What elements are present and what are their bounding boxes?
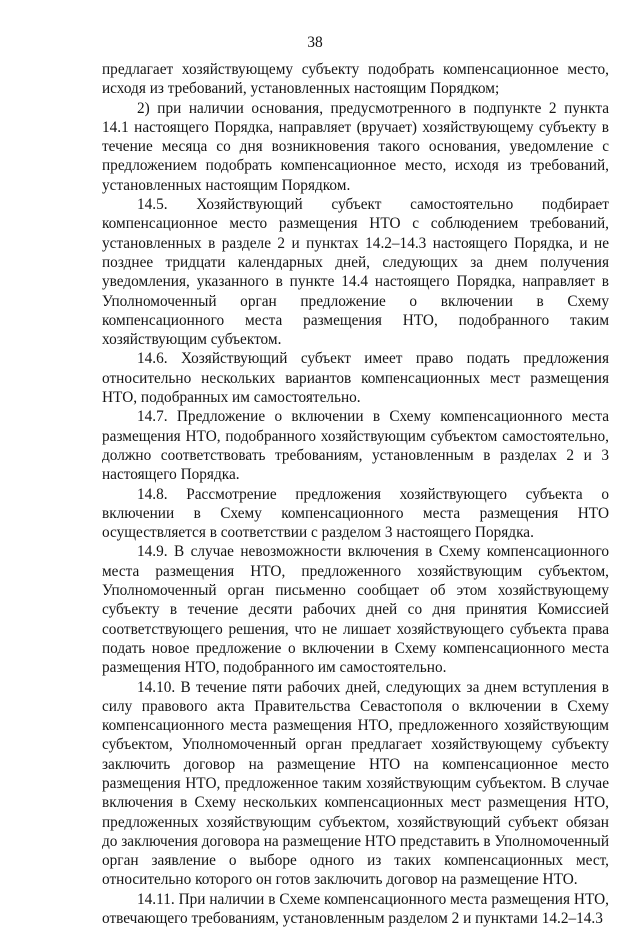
paragraph-continuation: предлагает хозяйствующему субъекту подобрать компенсационное место, исходя из требований, установленных настоящим Порядком; xyxy=(102,61,609,98)
paragraph-14-11: 14.11. При наличии в Схеме компенсационного места размещения НТО, отвечающего требованиям, установленным разделом 2 и пунктами 14.2–14.3 xyxy=(102,890,609,928)
paragraph-14-5: 14.5. Хозяйствующий субъект самостоятельно подбирает компенсационное место размещения НТО с соблюдением требований, установленных в разделе 2 и пунктах 14.2–14.3 настоящего Порядка, и не позднее тридцати календарных дней, следующих за днем получения уведомления, указанного в пункте 14.4 настоящего Порядка, направляет в Уполномоченный орган предложение о включении в Схему компенсационного места размещения НТО, подобранного таким хозяйствующим субъектом. xyxy=(102,196,609,349)
body-text xyxy=(102,60,609,928)
paragraph-14-10: 14.10. В течение пяти рабочих дней, следующих за днем вступления в силу правового акта Правительства Севастополя о включении в Схему компенсационного места размещения НТО, предложенного хозяйствующим субъектом, Уполномоченный орган предлагает хозяйствующему субъекту заключить договор на размещение НТО на компенсационное место размещения НТО, предложенное таким хозяйствующим субъектом. В случае включения в Схему нескольких компенсационных мест размещения НТО, предложенных хозяйствующим субъектом, хозяйствующий субъект обязан до заключения договора на размещение НТО представить в Уполномоченный орган заявление о выборе одного из таких компенсационных мест, относительно которого он готов заключить договор на размещение НТО. xyxy=(102,678,610,889)
paragraph-14-7: 14.7. Предложение о включении в Схему компенсационного места размещения НТО, подобранного хозяйствующим субъектом самостоятельно, должно соответствовать требованиям, установленным в разделах 2 и 3 настоящего Порядка. xyxy=(102,408,609,484)
page-number: 38 xyxy=(307,34,323,51)
paragraph-14-9: 14.9. В случае невозможности включения в Схему компенсационного места размещения НТО, предложенного хозяйствующим субъектом, Уполномоченный орган письменно сообщает об этом хозяйствующему субъекту в течение десяти рабочих дней со дня принятия Комиссией соответствующего решения, что не лишает хозяйствующего субъекта права подать новое предложение о включении в Схему компенсационного места размещения НТО, подобранного им самостоятельно. xyxy=(102,543,609,677)
paragraph-item-2: 2) при наличии основания, предусмотренного в подпункте 2 пункта 14.1 настоящего Порядка, направляет (вручает) хозяйствующему субъекту в течение месяца со дня возникновения такого основания, уведомление с предложением подобрать компенсационное место, исходя из требований, установленных настоящим Порядком. xyxy=(102,99,609,194)
paragraph-14-6: 14.6. Хозяйствующий субъект имеет право подать предложения относительно нескольких вариантов компенсационных мест размещения НТО, подобранных им самостоятельно. xyxy=(102,350,609,407)
paragraph-14-8: 14.8. Рассмотрение предложения хозяйствующего субъекта о включении в Схему компенсационного места размещения НТО осуществляется в соответствии с разделом 3 настоящего Порядка. xyxy=(102,485,609,542)
